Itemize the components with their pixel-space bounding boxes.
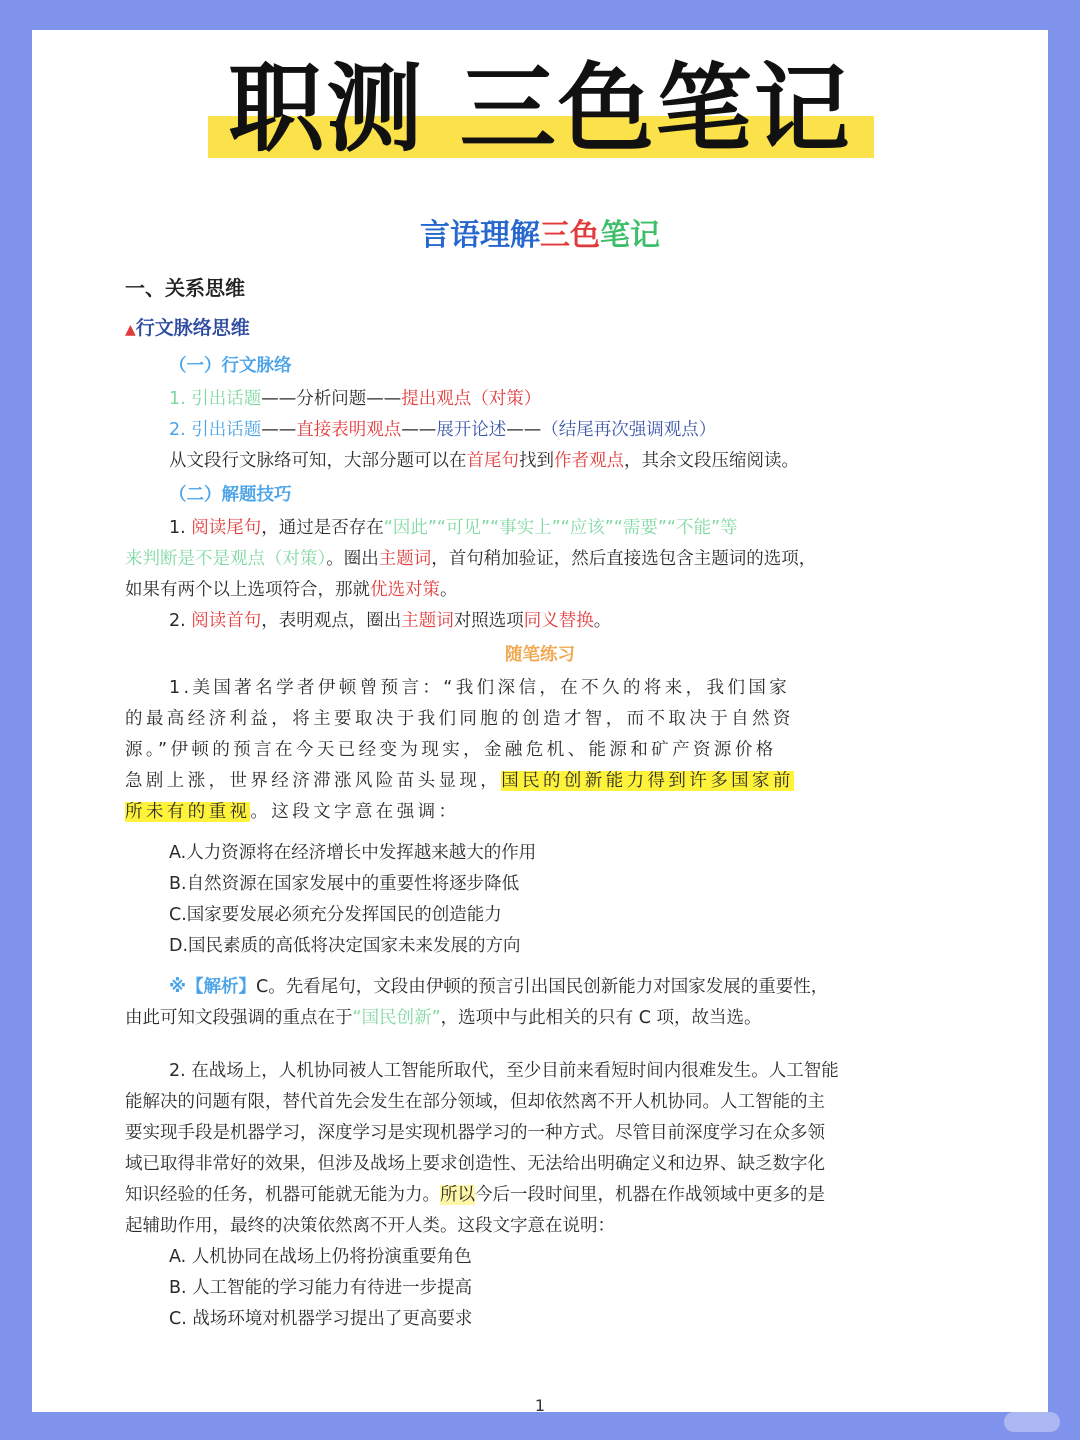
- banner-title: 职测 三色笔记: [228, 53, 852, 165]
- q1-highlight-2: 所未有的重视: [125, 802, 251, 822]
- tip1-line-2: 来判断是不是观点（对策）。圈出主题词，首句稍加验证，然后直接选包含主题词的选项，: [125, 549, 817, 569]
- flow-line-2: 2. 引出话题——直接表明观点——展开论述——（结尾再次强调观点）: [169, 420, 717, 440]
- q1-analysis-line-2: 由此可知文段强调的重点在于“国民创新”，选项中与此相关的只有 C 项，故当选。: [125, 1008, 762, 1028]
- doc-title-part3: 笔记: [600, 218, 660, 253]
- document-title: [32, 216, 1048, 256]
- q2-line-2: 能解决的问题有限，替代首先会发生在部分领域，但却依然离不开人机协同。人工智能的主: [125, 1092, 825, 1112]
- q2-option-a: A. 人机协同在战场上仍将扮演重要角色: [169, 1247, 472, 1267]
- subsection-title: 行文脉络思维: [135, 317, 250, 339]
- category-heading-2: （二）解题技巧: [169, 485, 292, 505]
- q2-line-6: 起辅助作用，最终的决策依然离不开人类。这段文字意在说明：: [125, 1216, 615, 1236]
- q2-option-c: C. 战场环境对机器学习提出了更高要求: [169, 1309, 473, 1329]
- q2-option-b: B. 人工智能的学习能力有待进一步提高: [169, 1278, 473, 1298]
- section-heading: 一、关系思维: [125, 276, 245, 300]
- flow-line-1: 1. 引出话题——分析问题——提出观点（对策）: [169, 389, 542, 409]
- tip1-line-3: 如果有两个以上选项符合，那就优选对策。: [125, 580, 458, 600]
- watermark-badge: [1004, 1412, 1060, 1432]
- banner: [32, 50, 1048, 170]
- q1-option-a: A.人力资源将在经济增长中发挥越来越大的作用: [169, 843, 537, 863]
- tip1-line-1: 1. 阅读尾句，通过是否存在“因此”“可见”“事实上”“应该”“需要”“不能”等: [169, 518, 738, 538]
- doc-title-part2: 三色: [540, 218, 600, 253]
- q1-option-c: C.国家要发展必须充分发挥国民的创造能力: [169, 905, 502, 925]
- category-heading-1: （一）行文脉络: [169, 356, 292, 376]
- doc-title-part1: 言语理解: [420, 218, 540, 253]
- q1-line-5: 所未有的重视。这段文字意在强调：: [125, 802, 460, 822]
- q1-line-4: 急剧上涨，世界经济滞涨风险苗头显现，国民的创新能力得到许多国家前: [125, 771, 794, 791]
- summary-line: 从文段行文脉络可知，大部分题可以在首尾句找到作者观点，其余文段压缩阅读。: [169, 451, 799, 471]
- page-number: 1: [534, 1396, 546, 1412]
- practice-heading: 随笔练习: [505, 645, 575, 665]
- q2-line-1: 2. 在战场上，人机协同被人工智能所取代，至少目前来看短时间内很难发生。人工智能: [169, 1061, 839, 1081]
- q1-line-3: 源。”伊顿的预言在今天已经变为现实，金融危机、能源和矿产资源价格: [125, 740, 777, 760]
- document-body: [125, 268, 955, 1335]
- document-page: [32, 30, 1048, 1412]
- triangle-icon: ▲: [125, 322, 136, 338]
- q2-line-5: 知识经验的任务，机器可能就无能为力。所以今后一段时间里，机器在作战领域中更多的是: [125, 1185, 825, 1205]
- q1-analysis-line-1: ※【解析】C。先看尾句，文段由伊顿的预言引出国民创新能力对国家发展的重要性，: [169, 977, 829, 997]
- q2-highlight: 所以: [440, 1185, 475, 1205]
- q2-line-3: 要实现手段是机器学习，深度学习是实现机器学习的一种方式。尽管目前深度学习在众多领: [125, 1123, 825, 1143]
- q1-option-b: B.自然资源在国家发展中的重要性将逐步降低: [169, 874, 520, 894]
- subsection-heading: [125, 308, 955, 348]
- q1-line-1: 1.美国著名学者伊顿曾预言：“我们深信，在不久的将来，我们国家: [169, 678, 791, 698]
- tip2-line: 2. 阅读首句，表明观点，圈出主题词对照选项同义替换。: [169, 611, 612, 631]
- q2-line-4: 域已取得非常好的效果，但涉及战场上要求创造性、无法给出明确定义和边界、缺乏数字化: [125, 1154, 825, 1174]
- q1-line-2: 的最高经济利益，将主要取决于我们同胞的创造才智，而不取决于自然资: [125, 709, 794, 729]
- q1-option-d: D.国民素质的高低将决定国家未来发展的方向: [169, 936, 521, 956]
- analysis-marker: ※【解析】: [169, 977, 257, 997]
- q1-highlight-1: 国民的创新能力得到许多国家前: [501, 771, 794, 791]
